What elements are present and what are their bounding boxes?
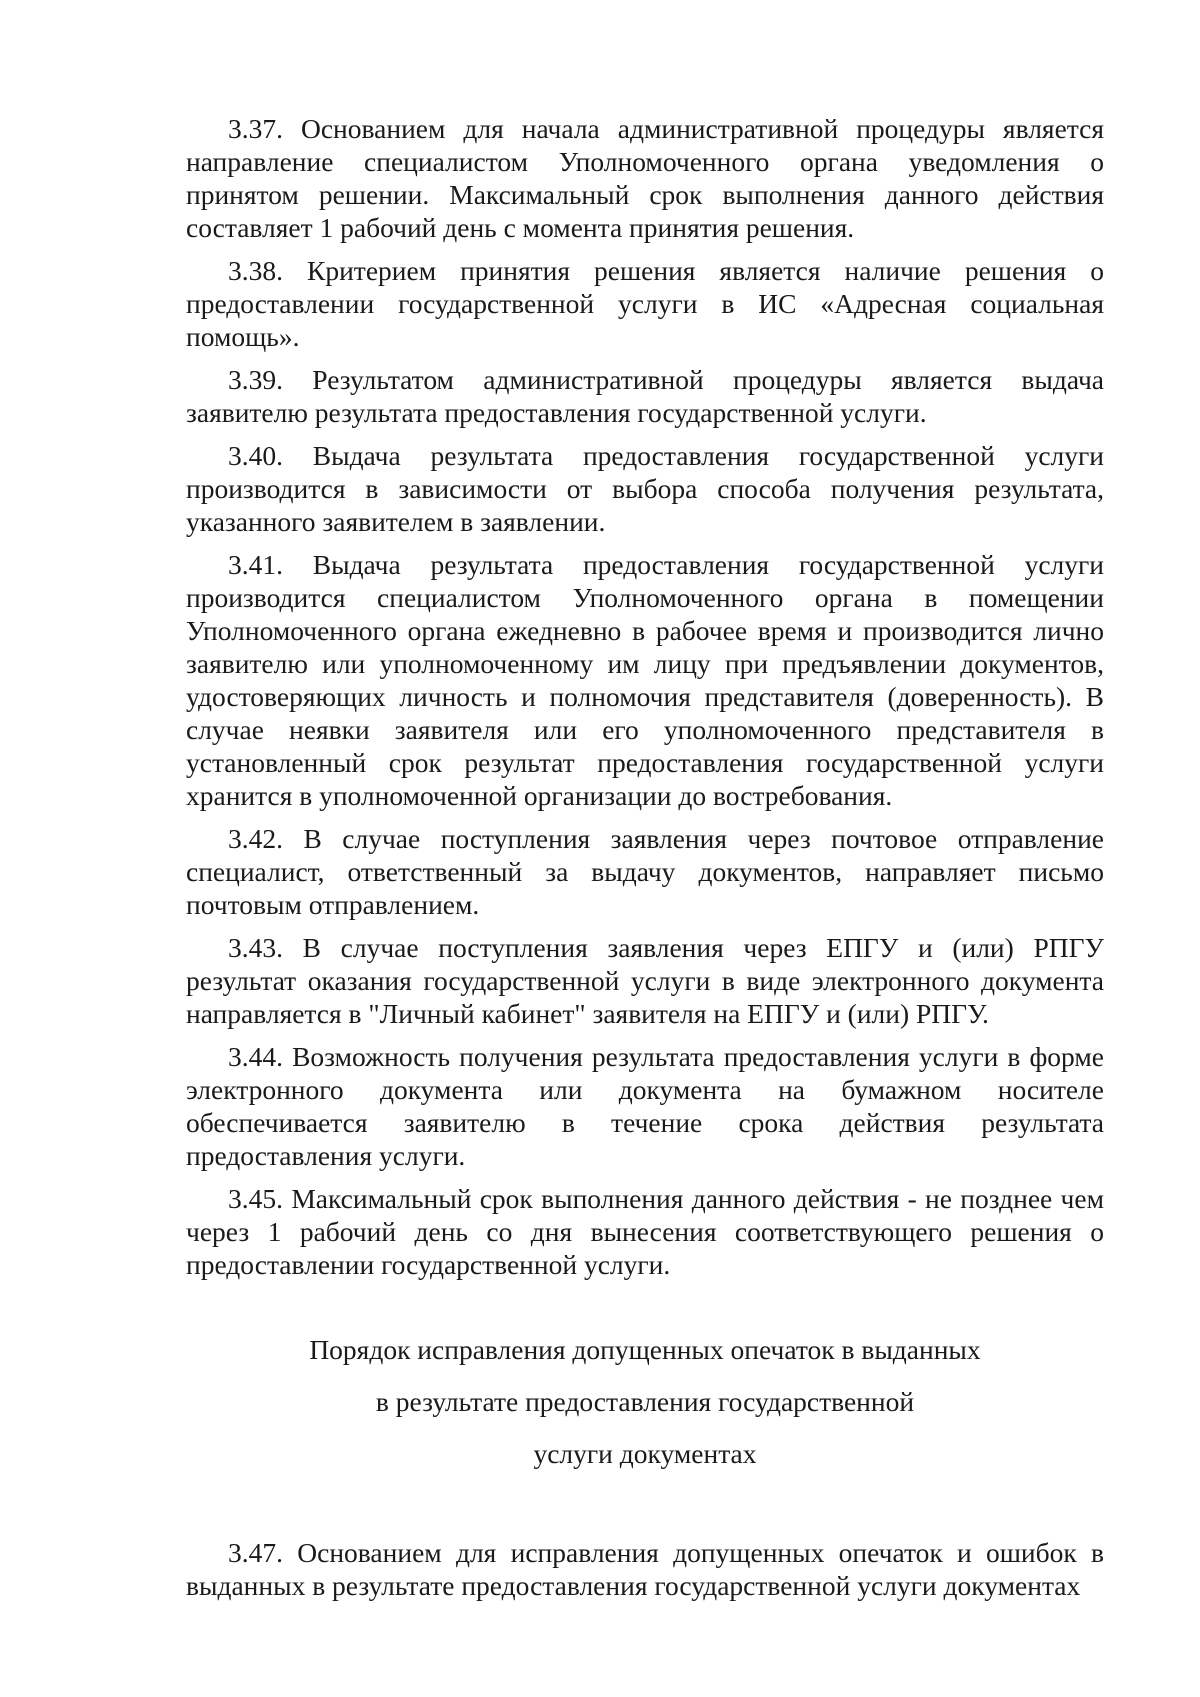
section-heading-line-1: Порядок исправления допущенных опечаток в выданных <box>309 1334 981 1365</box>
paragraph-3-40: 3.40. Выдача результата предоставления государственной услуги производится в зависимости от выбора способа получения результата, указанного заявителем в заявлении. <box>186 440 1104 537</box>
section-heading-line-2: в результате предоставления государственной <box>375 1386 915 1417</box>
paragraph-3-41: 3.41. Выдача результата предоставления государственной услуги производится специалистом Уполномоченного органа в помещении Уполномоченного органа ежедневно в рабочее время и производится лично заявителю или уполномоченному им лицу при предъявлении документов, удостоверяющих личность и полномочия представителя (доверенность). В случае неявки заявителя или его уполномоченного представителя в установленный срок результат предоставления государственной услуги хранится в уполномоченной организации до востребования. <box>186 549 1104 811</box>
paragraph-3-38: 3.38. Критерием принятия решения является наличие решения о предоставлении государственной услуги в ИС «Адресная социальная помощь». <box>186 255 1104 352</box>
paragraph-3-39: 3.39. Результатом административной процедуры является выдача заявителю результата предоставления государственной услуги. <box>186 364 1104 428</box>
paragraph-3-42: 3.42. В случае поступления заявления через почтовое отправление специалист, ответственный за выдачу документов, направляет письмо почтовым отправлением. <box>186 823 1104 920</box>
paragraph-3-37: 3.37. Основанием для начала административной процедуры является направление специалистом Уполномоченного органа уведомления о принятом решении. Максимальный срок выполнения данного действия составляет 1 рабочий день с момента принятия решения. <box>186 113 1104 243</box>
section-heading <box>186 1333 1104 1470</box>
paragraph-3-47: 3.47. Основанием для исправления допущенных опечаток и ошибок в выданных в результате предоставления государственной услуги документах <box>186 1537 1104 1601</box>
paragraph-3-44: 3.44. Возможность получения результата предоставления услуги в форме электронного документа или документа на бумажном носителе обеспечивается заявителю в течение срока действия результата предоставления услуги. <box>186 1041 1104 1171</box>
section-heading-line-3: услуги документах <box>533 1438 757 1469</box>
paragraph-3-43: 3.43. В случае поступления заявления через ЕПГУ и (или) РПГУ результат оказания государственной услуги в виде электронного документа направляется в "Личный кабинет" заявителя на ЕПГУ и (или) РПГУ. <box>186 932 1104 1029</box>
document-body <box>186 112 1104 1612</box>
paragraph-3-45: 3.45. Максимальный срок выполнения данного действия - не позднее чем через 1 рабочий день со дня вынесения соответствующего решения о предоставлении государственной услуги. <box>186 1183 1104 1280</box>
